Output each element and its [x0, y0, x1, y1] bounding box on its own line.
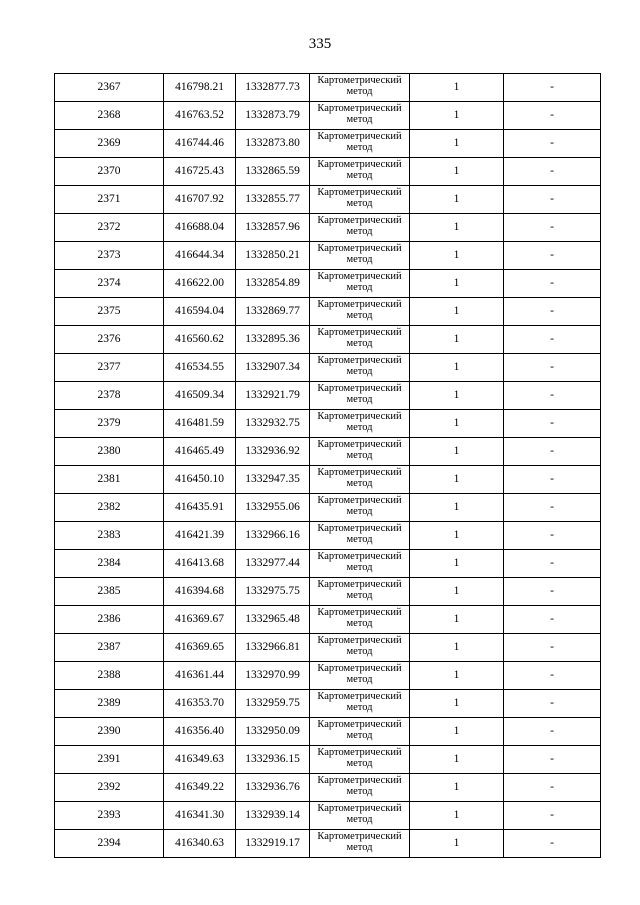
x-coordinate-cell: 416369.65 [164, 634, 236, 662]
table-row [55, 326, 601, 354]
method-cell [310, 438, 410, 466]
method-line-2: метод [346, 114, 373, 125]
method-line-1: Картометрический [317, 467, 402, 478]
method-line-1: Картометрический [317, 411, 402, 422]
x-coordinate-cell: 416450.10 [164, 466, 236, 494]
accuracy-cell: 1 [410, 242, 504, 270]
method-cell [310, 158, 410, 186]
accuracy-cell: 1 [410, 382, 504, 410]
y-coordinate-cell: 1332895.36 [236, 326, 310, 354]
method-cell [310, 186, 410, 214]
point-number-cell: 2373 [55, 242, 164, 270]
table-row [55, 606, 601, 634]
note-cell: - [504, 690, 601, 718]
table-row [55, 746, 601, 774]
x-coordinate-cell: 416688.04 [164, 214, 236, 242]
y-coordinate-cell: 1332854.89 [236, 270, 310, 298]
y-coordinate-cell: 1332857.96 [236, 214, 310, 242]
y-coordinate-cell: 1332936.15 [236, 746, 310, 774]
accuracy-cell: 1 [410, 270, 504, 298]
point-number-cell: 2390 [55, 718, 164, 746]
method-line-2: метод [346, 702, 373, 713]
point-number-cell: 2375 [55, 298, 164, 326]
note-cell: - [504, 578, 601, 606]
method-line-1: Картометрический [317, 439, 402, 450]
point-number-cell: 2371 [55, 186, 164, 214]
note-cell: - [504, 606, 601, 634]
x-coordinate-cell: 416707.92 [164, 186, 236, 214]
note-cell: - [504, 438, 601, 466]
x-coordinate-cell: 416465.49 [164, 438, 236, 466]
x-coordinate-cell: 416361.44 [164, 662, 236, 690]
method-line-2: метод [346, 282, 373, 293]
method-line-2: метод [346, 170, 373, 181]
method-cell [310, 326, 410, 354]
note-cell: - [504, 634, 601, 662]
point-number-cell: 2376 [55, 326, 164, 354]
note-cell: - [504, 270, 601, 298]
point-number-cell: 2389 [55, 690, 164, 718]
y-coordinate-cell: 1332966.16 [236, 522, 310, 550]
point-number-cell: 2368 [55, 102, 164, 130]
table-row [55, 158, 601, 186]
x-coordinate-cell: 416763.52 [164, 102, 236, 130]
note-cell: - [504, 74, 601, 102]
method-line-1: Картометрический [317, 579, 402, 590]
method-line-2: метод [346, 478, 373, 489]
table-row [55, 494, 601, 522]
method-line-1: Картометрический [317, 551, 402, 562]
accuracy-cell: 1 [410, 130, 504, 158]
note-cell: - [504, 522, 601, 550]
y-coordinate-cell: 1332966.81 [236, 634, 310, 662]
method-line-2: метод [346, 590, 373, 601]
x-coordinate-cell: 416744.46 [164, 130, 236, 158]
point-number-cell: 2378 [55, 382, 164, 410]
method-cell [310, 242, 410, 270]
method-cell [310, 802, 410, 830]
method-line-2: метод [346, 646, 373, 657]
y-coordinate-cell: 1332947.35 [236, 466, 310, 494]
x-coordinate-cell: 416622.00 [164, 270, 236, 298]
method-line-1: Картометрический [317, 635, 402, 646]
x-coordinate-cell: 416369.67 [164, 606, 236, 634]
x-coordinate-cell: 416725.43 [164, 158, 236, 186]
method-line-1: Картометрический [317, 271, 402, 282]
accuracy-cell: 1 [410, 522, 504, 550]
x-coordinate-cell: 416534.55 [164, 354, 236, 382]
table-row [55, 718, 601, 746]
accuracy-cell: 1 [410, 298, 504, 326]
method-line-2: метод [346, 842, 373, 853]
y-coordinate-cell: 1332855.77 [236, 186, 310, 214]
y-coordinate-cell: 1332869.77 [236, 298, 310, 326]
point-number-cell: 2381 [55, 466, 164, 494]
table-row [55, 354, 601, 382]
y-coordinate-cell: 1332965.48 [236, 606, 310, 634]
table-row [55, 690, 601, 718]
x-coordinate-cell: 416394.68 [164, 578, 236, 606]
x-coordinate-cell: 416356.40 [164, 718, 236, 746]
method-line-1: Картометрический [317, 243, 402, 254]
y-coordinate-cell: 1332907.34 [236, 354, 310, 382]
y-coordinate-cell: 1332959.75 [236, 690, 310, 718]
note-cell: - [504, 158, 601, 186]
method-line-2: метод [346, 86, 373, 97]
point-number-cell: 2367 [55, 74, 164, 102]
note-cell: - [504, 802, 601, 830]
method-line-2: метод [346, 338, 373, 349]
accuracy-cell: 1 [410, 74, 504, 102]
method-cell [310, 494, 410, 522]
table-row [55, 438, 601, 466]
accuracy-cell: 1 [410, 550, 504, 578]
method-line-1: Картометрический [317, 187, 402, 198]
method-line-2: метод [346, 422, 373, 433]
method-cell [310, 634, 410, 662]
note-cell: - [504, 550, 601, 578]
note-cell: - [504, 102, 601, 130]
method-line-2: метод [346, 142, 373, 153]
method-line-1: Картометрический [317, 831, 402, 842]
method-line-2: метод [346, 506, 373, 517]
x-coordinate-cell: 416560.62 [164, 326, 236, 354]
note-cell: - [504, 466, 601, 494]
accuracy-cell: 1 [410, 634, 504, 662]
method-cell [310, 662, 410, 690]
y-coordinate-cell: 1332975.75 [236, 578, 310, 606]
method-cell [310, 550, 410, 578]
point-number-cell: 2385 [55, 578, 164, 606]
accuracy-cell: 1 [410, 186, 504, 214]
accuracy-cell: 1 [410, 326, 504, 354]
x-coordinate-cell: 416341.30 [164, 802, 236, 830]
method-line-2: метод [346, 674, 373, 685]
coordinates-table [54, 73, 601, 858]
method-cell [310, 298, 410, 326]
y-coordinate-cell: 1332877.73 [236, 74, 310, 102]
method-line-2: метод [346, 786, 373, 797]
accuracy-cell: 1 [410, 438, 504, 466]
accuracy-cell: 1 [410, 102, 504, 130]
table-row [55, 830, 601, 858]
x-coordinate-cell: 416349.22 [164, 774, 236, 802]
x-coordinate-cell: 416353.70 [164, 690, 236, 718]
method-line-1: Картометрический [317, 803, 402, 814]
method-cell [310, 718, 410, 746]
table-row [55, 550, 601, 578]
method-cell [310, 746, 410, 774]
accuracy-cell: 1 [410, 606, 504, 634]
point-number-cell: 2384 [55, 550, 164, 578]
method-cell [310, 774, 410, 802]
y-coordinate-cell: 1332936.92 [236, 438, 310, 466]
method-line-1: Картометрический [317, 719, 402, 730]
method-line-1: Картометрический [317, 355, 402, 366]
table-row [55, 298, 601, 326]
y-coordinate-cell: 1332850.21 [236, 242, 310, 270]
y-coordinate-cell: 1332932.75 [236, 410, 310, 438]
accuracy-cell: 1 [410, 494, 504, 522]
method-line-1: Картометрический [317, 75, 402, 86]
method-cell [310, 606, 410, 634]
method-line-2: метод [346, 366, 373, 377]
point-number-cell: 2374 [55, 270, 164, 298]
note-cell: - [504, 354, 601, 382]
accuracy-cell: 1 [410, 466, 504, 494]
table-row [55, 102, 601, 130]
method-line-1: Картометрический [317, 327, 402, 338]
method-cell [310, 830, 410, 858]
method-line-2: метод [346, 814, 373, 825]
table-body [55, 74, 601, 858]
y-coordinate-cell: 1332921.79 [236, 382, 310, 410]
point-number-cell: 2369 [55, 130, 164, 158]
point-number-cell: 2392 [55, 774, 164, 802]
method-cell [310, 270, 410, 298]
point-number-cell: 2377 [55, 354, 164, 382]
method-line-2: метод [346, 730, 373, 741]
table-row [55, 130, 601, 158]
method-line-1: Картометрический [317, 383, 402, 394]
note-cell: - [504, 186, 601, 214]
point-number-cell: 2379 [55, 410, 164, 438]
table-row [55, 382, 601, 410]
point-number-cell: 2383 [55, 522, 164, 550]
note-cell: - [504, 830, 601, 858]
method-line-1: Картометрический [317, 131, 402, 142]
y-coordinate-cell: 1332936.76 [236, 774, 310, 802]
note-cell: - [504, 326, 601, 354]
table-row [55, 270, 601, 298]
y-coordinate-cell: 1332865.59 [236, 158, 310, 186]
x-coordinate-cell: 416644.34 [164, 242, 236, 270]
method-cell [310, 578, 410, 606]
note-cell: - [504, 130, 601, 158]
method-line-1: Картометрический [317, 215, 402, 226]
point-number-cell: 2382 [55, 494, 164, 522]
accuracy-cell: 1 [410, 830, 504, 858]
method-line-1: Картометрический [317, 159, 402, 170]
y-coordinate-cell: 1332970.99 [236, 662, 310, 690]
method-line-1: Картометрический [317, 523, 402, 534]
table-row [55, 186, 601, 214]
page-number: 335 [308, 36, 332, 52]
note-cell: - [504, 746, 601, 774]
table-row [55, 74, 601, 102]
accuracy-cell: 1 [410, 158, 504, 186]
x-coordinate-cell: 416349.63 [164, 746, 236, 774]
point-number-cell: 2388 [55, 662, 164, 690]
point-number-cell: 2386 [55, 606, 164, 634]
y-coordinate-cell: 1332919.17 [236, 830, 310, 858]
method-cell [310, 214, 410, 242]
y-coordinate-cell: 1332939.14 [236, 802, 310, 830]
x-coordinate-cell: 416435.91 [164, 494, 236, 522]
y-coordinate-cell: 1332873.79 [236, 102, 310, 130]
method-line-1: Картометрический [317, 607, 402, 618]
method-line-1: Картометрический [317, 299, 402, 310]
note-cell: - [504, 774, 601, 802]
note-cell: - [504, 662, 601, 690]
accuracy-cell: 1 [410, 746, 504, 774]
table-row [55, 578, 601, 606]
method-line-1: Картометрический [317, 691, 402, 702]
note-cell: - [504, 410, 601, 438]
table-row [55, 410, 601, 438]
x-coordinate-cell: 416340.63 [164, 830, 236, 858]
x-coordinate-cell: 416413.68 [164, 550, 236, 578]
note-cell: - [504, 494, 601, 522]
y-coordinate-cell: 1332955.06 [236, 494, 310, 522]
accuracy-cell: 1 [410, 662, 504, 690]
accuracy-cell: 1 [410, 354, 504, 382]
x-coordinate-cell: 416509.34 [164, 382, 236, 410]
accuracy-cell: 1 [410, 718, 504, 746]
accuracy-cell: 1 [410, 214, 504, 242]
accuracy-cell: 1 [410, 410, 504, 438]
method-line-2: метод [346, 310, 373, 321]
accuracy-cell: 1 [410, 578, 504, 606]
note-cell: - [504, 214, 601, 242]
x-coordinate-cell: 416798.21 [164, 74, 236, 102]
point-number-cell: 2394 [55, 830, 164, 858]
method-cell [310, 690, 410, 718]
method-cell [310, 130, 410, 158]
method-line-2: метод [346, 562, 373, 573]
table-row [55, 466, 601, 494]
method-cell [310, 522, 410, 550]
note-cell: - [504, 382, 601, 410]
note-cell: - [504, 298, 601, 326]
method-line-2: метод [346, 450, 373, 461]
y-coordinate-cell: 1332873.80 [236, 130, 310, 158]
method-line-2: метод [346, 618, 373, 629]
method-cell [310, 410, 410, 438]
method-line-1: Картометрический [317, 103, 402, 114]
method-line-1: Картометрический [317, 495, 402, 506]
method-line-2: метод [346, 198, 373, 209]
note-cell: - [504, 718, 601, 746]
method-line-2: метод [346, 394, 373, 405]
table-row [55, 802, 601, 830]
method-line-2: метод [346, 534, 373, 545]
point-number-cell: 2393 [55, 802, 164, 830]
table-row [55, 774, 601, 802]
x-coordinate-cell: 416594.04 [164, 298, 236, 326]
accuracy-cell: 1 [410, 774, 504, 802]
table-row [55, 214, 601, 242]
accuracy-cell: 1 [410, 690, 504, 718]
note-cell: - [504, 242, 601, 270]
x-coordinate-cell: 416421.39 [164, 522, 236, 550]
method-cell [310, 102, 410, 130]
table-row [55, 634, 601, 662]
method-line-1: Картометрический [317, 663, 402, 674]
table-row [55, 662, 601, 690]
table-row [55, 242, 601, 270]
method-cell [310, 382, 410, 410]
x-coordinate-cell: 416481.59 [164, 410, 236, 438]
method-cell [310, 466, 410, 494]
y-coordinate-cell: 1332950.09 [236, 718, 310, 746]
method-line-2: метод [346, 758, 373, 769]
method-line-2: метод [346, 226, 373, 237]
method-line-1: Картометрический [317, 747, 402, 758]
point-number-cell: 2370 [55, 158, 164, 186]
method-line-1: Картометрический [317, 775, 402, 786]
method-cell [310, 74, 410, 102]
point-number-cell: 2387 [55, 634, 164, 662]
table-row [55, 522, 601, 550]
accuracy-cell: 1 [410, 802, 504, 830]
point-number-cell: 2372 [55, 214, 164, 242]
y-coordinate-cell: 1332977.44 [236, 550, 310, 578]
point-number-cell: 2391 [55, 746, 164, 774]
method-line-2: метод [346, 254, 373, 265]
point-number-cell: 2380 [55, 438, 164, 466]
method-cell [310, 354, 410, 382]
